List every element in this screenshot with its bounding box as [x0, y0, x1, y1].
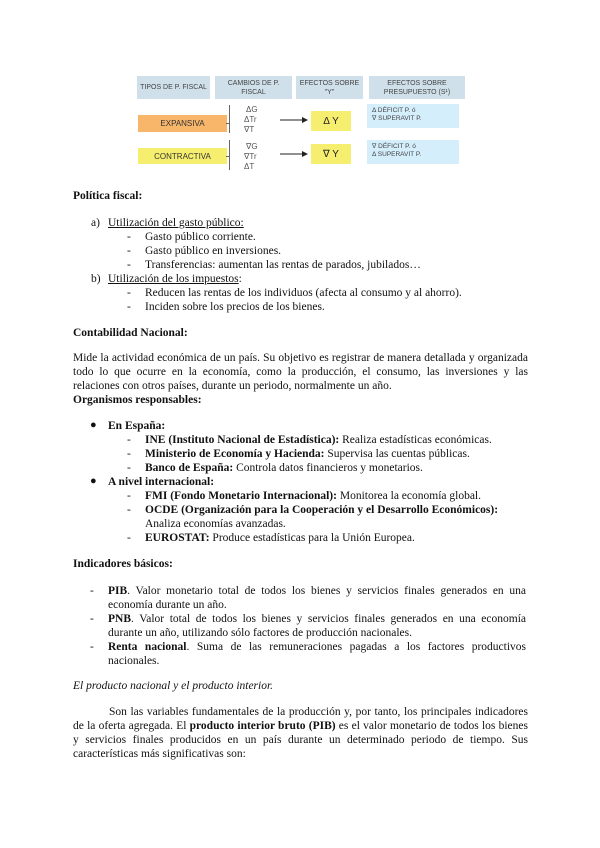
- espana-item-3-text: Controla datos financieros y monetarios.: [233, 462, 423, 474]
- espana-item-3: [145, 461, 423, 475]
- brace-contractiva: [229, 140, 238, 170]
- espana-item-1-text: Realiza estadísticas económicas.: [339, 434, 492, 446]
- espana-item-2-bold: Ministerio de Economía y Hacienda:: [145, 448, 325, 460]
- intl-item-1: [145, 489, 481, 503]
- expansiva-budget-line-2: ∇ SUPERAVIT P.: [372, 115, 422, 122]
- brace-expansiva: [229, 105, 238, 133]
- producto-text-bold: producto interior bruto (PIB): [189, 720, 336, 732]
- indicador-pnb-bold: PNB: [108, 613, 131, 625]
- header-tipos: TIPOS DE P. FISCAL: [137, 76, 210, 99]
- expansiva-budget: [367, 104, 459, 128]
- contractiva-budget: [367, 140, 459, 164]
- contabilidad-paragraph: Mide la actividad económica de un país. Su objetivo es registrar de manera detallada y organizada todo lo que ocurre en la economía, como la producción, el consumo, las inversiones y las relaciones con otros países, durante un periodo, normalmente un año.: [73, 352, 528, 392]
- contractiva-change-2: ∇Tr: [244, 152, 257, 161]
- gasto-item-3: - Transferencias: aumentan las rentas de parados, jubilados…: [145, 258, 421, 272]
- indicador-pib-bold: PIB: [108, 585, 128, 597]
- indicador-pib-text: . Valor monetario total de todos los bienes y servicios finales generados en una economía durante un año.: [108, 585, 526, 611]
- arrow-right-icon: [280, 116, 308, 124]
- indicador-pnb: [108, 612, 526, 640]
- intl-title: A nivel internacional:: [108, 476, 215, 488]
- expansiva-change-3: ∇T: [244, 125, 255, 134]
- expansiva-budget-line-1: Δ DÉFICIT P. ó: [372, 107, 416, 114]
- organismos-title: Organismos responsables:: [73, 394, 202, 406]
- politica-a-title: Utilización del gasto público:: [108, 217, 244, 229]
- impuestos-item-2: - Inciden sobre los precios de los bienes.: [145, 300, 325, 314]
- indicadores-title: Indicadores básicos:: [73, 558, 173, 570]
- espana-item-1: [145, 433, 492, 447]
- intl-item-1-text: Monitorea la economía global.: [336, 490, 481, 502]
- gasto-item-2: - Gasto público en inversiones.: [145, 244, 281, 258]
- contractiva-change-3: ΔT: [244, 162, 255, 171]
- politica-a-marker: a): [91, 217, 100, 229]
- espana-item-3-bold: Banco de España:: [145, 462, 234, 474]
- contractiva-effect: ∇ Y: [311, 144, 351, 164]
- espana-item-2-text: Supervisa las cuentas públicas.: [324, 448, 470, 460]
- indicador-pnb-text: . Valor total de todos los bienes y servicios finales generados en una economía durante un año, utilizando sólo factores de producción nacionales.: [108, 613, 526, 639]
- espana-item-2: [145, 447, 470, 461]
- intl-item-1-bold: FMI (Fondo Monetario Internacional):: [145, 490, 337, 502]
- contractiva-budget-line-2: Δ SUPERAVIT P.: [372, 151, 422, 158]
- header-efectos-y: EFECTOS SOBRE "Y": [296, 76, 363, 99]
- impuestos-item-1: - Reducen las rentas de los individuos (afecta al consumo y al ahorro).: [145, 286, 462, 300]
- expansiva-change-1: ΔG: [246, 105, 258, 114]
- brace-tick-expansiva: [226, 123, 230, 124]
- intl-item-3-text: Produce estadísticas para la Unión Europea.: [209, 532, 415, 544]
- politica-b-heading: [108, 272, 242, 286]
- bullet-icon: ●: [90, 419, 97, 431]
- intl-item-3-bold: EUROSTAT:: [145, 532, 210, 544]
- brace-tick-contractiva: [226, 156, 230, 157]
- producto-title: El producto nacional y el producto interior.: [73, 680, 274, 692]
- indicador-renta-bold: Renta nacional: [108, 641, 187, 653]
- contabilidad-title: Contabilidad Nacional:: [73, 327, 188, 339]
- espana-title: En España:: [108, 420, 166, 432]
- expansiva-label: EXPANSIVA: [138, 115, 227, 132]
- politica-b-title: Utilización de los impuestos: [108, 273, 239, 285]
- arrow-right-icon: [280, 150, 308, 158]
- politica-b-marker: b): [91, 273, 101, 285]
- intl-item-2: [145, 503, 530, 531]
- indicador-renta: [108, 640, 526, 668]
- intl-item-3: [145, 531, 415, 545]
- bullet-icon: ●: [90, 475, 97, 487]
- contractiva-change-1: ∇G: [246, 142, 258, 151]
- intl-item-2-text: Analiza economías avanzadas.: [145, 518, 286, 530]
- intl-item-2-bold: OCDE (Organización para la Cooperación y el Desarrollo Económicos):: [145, 504, 499, 516]
- contractiva-budget-line-1: ∇ DÉFICIT P. ó: [372, 143, 416, 150]
- indicador-pib: [108, 584, 526, 612]
- politica-b-colon: :: [238, 273, 242, 285]
- producto-paragraph: [73, 705, 528, 761]
- producto-text-1: Son las variables fundamentales de la producción y, por tanto, los principales indicadores de la oferta agregada. El: [73, 706, 528, 732]
- producto-text-2: es el valor monetario de todos los bienes y servicios finales producidos en un país durante un determinado periodo de tiempo. Sus características más significativas son:: [73, 720, 528, 760]
- expansiva-change-2: ΔTr: [244, 115, 257, 124]
- indicador-renta-text: . Suma de las remuneraciones pagadas a los factores productivos nacionales.: [108, 641, 527, 667]
- politica-fiscal-title: Política fiscal:: [73, 190, 143, 202]
- gasto-item-1: - Gasto público corriente.: [145, 230, 256, 244]
- header-cambios: CAMBIOS DE P. FISCAL: [215, 76, 292, 99]
- header-efectos-presupuesto: EFECTOS SOBRE PRESUPUESTO (S¹): [369, 76, 465, 99]
- expansiva-effect: Δ Y: [311, 111, 351, 131]
- contractiva-label: CONTRACTIVA: [138, 148, 227, 164]
- espana-item-1-bold: INE (Instituto Nacional de Estadística):: [145, 434, 340, 446]
